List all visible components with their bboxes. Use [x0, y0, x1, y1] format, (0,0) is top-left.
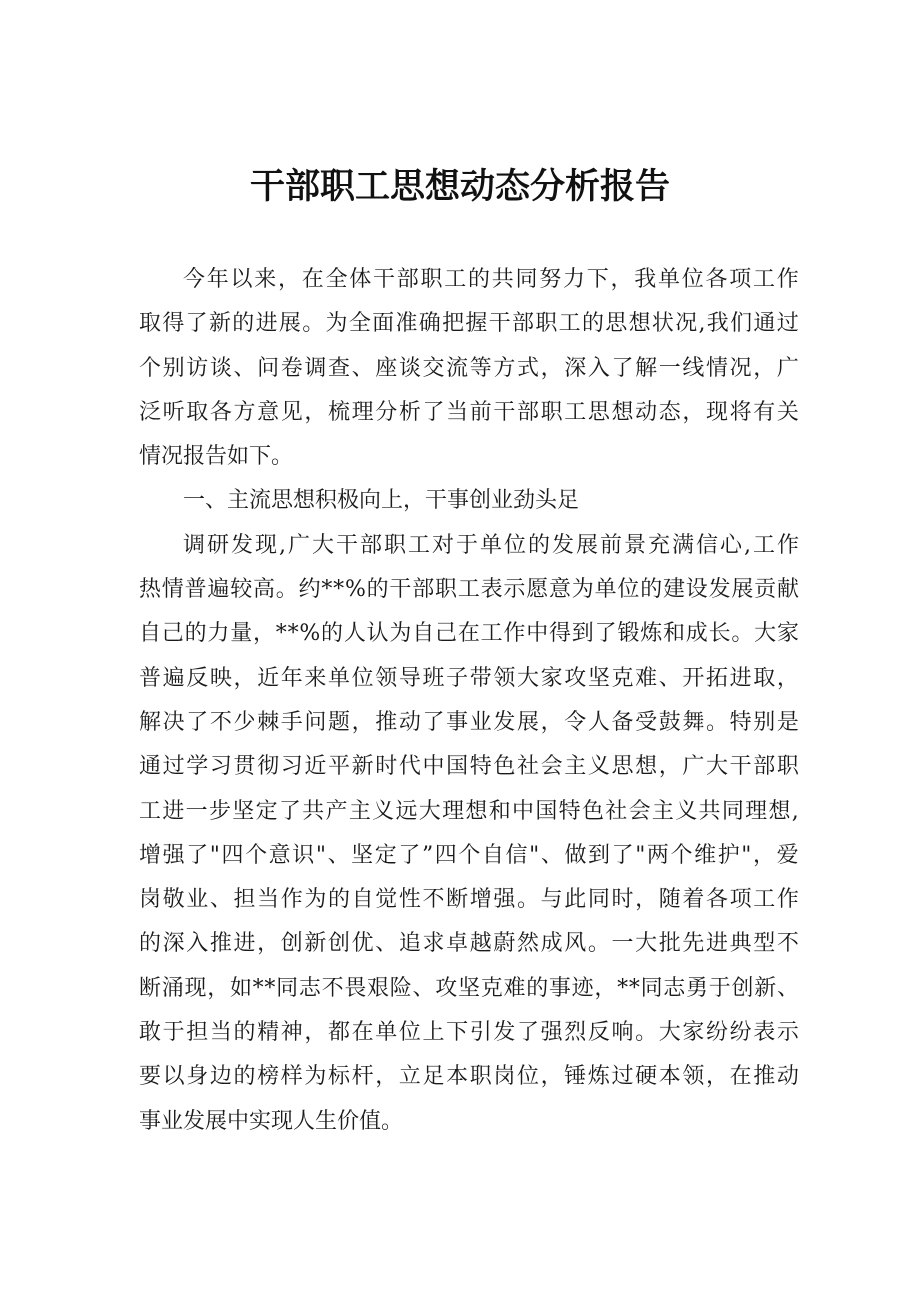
paragraph-line: 今 年 以 来 ， 在 全 体 干 部 职 工 的 共 同 努 力 下 ， 我 单 位 各 项 工 作	[183, 267, 799, 292]
section-heading: 一、主流思想积极向上，干事创业劲头足	[183, 488, 580, 514]
paragraph-line: 事业发展中实现人生价值。	[139, 1108, 404, 1134]
paragraph-line: 情况报告如下。	[139, 444, 294, 470]
paragraph-line: 个 别 访 谈 、 问 卷 调 查 、 座 谈 交 流 等 方 式 ， 深 入 了 解 一 线 情 况 ， 广	[139, 355, 799, 381]
paragraph-line: 调 研 发 现 , 广 大 干 部 职 工 对 于 单 位 的 发 展 前 景 充 满 信 心 , 工 作	[183, 532, 799, 558]
document-body	[139, 258, 799, 1144]
paragraph-line: 断 涌 现 ， 如 * * 同 志 不 畏 艰 险 、 攻 坚 克 难 的 事 迹 ， * * 同 志 勇 于 创 新 、	[139, 975, 799, 1001]
paragraph-line: 通 过 学 习 贯 彻 习 近 平 新 时 代 中 国 特 色 社 会 主 义 思 想 ， 广 大 干 部 职	[139, 754, 799, 780]
paragraph-line: 增 强 了 " 四 个 意 识 " 、 坚 定 了 ” 四 个 自 信 " 、 做 到 了 " 两 个 维 护 " ， 爱	[139, 842, 799, 868]
paragraph-line: 解 决 了 不 少 棘 手 问 题 ， 推 动 了 事 业 发 展 ， 令 人 备 受 鼓 舞 。 特 别 是	[139, 709, 799, 735]
paragraph-line: 敢 于 担 当 的 精 神 ， 都 在 单 位 上 下 引 发 了 强 烈 反 响 。 大 家 纷 纷 表 示	[139, 1020, 799, 1046]
paragraph-line: 取 得 了 新 的 进 展 。 为 全 面 准 确 把 握 干 部 职 工 的 思 想 状 况 , 我 们 通 过	[139, 311, 799, 337]
paragraph-line: 工 进 一 步 坚 定 了 共 产 主 义 远 大 理 想 和 中 国 特 色 社 会 主 义 共 同 理 想 ,	[139, 798, 799, 824]
paragraph-line: 自 己 的 力 量 ， * * % 的 人 认 为 自 己 在 工 作 中 得 到 了 锻 炼 和 成 长 。 大 家	[139, 621, 799, 647]
paragraph-line: 要 以 身 边 的 榜 样 为 标 杆 ， 立 足 本 职 岗 位 ， 锤 炼 过 硬 本 领 ， 在 推 动	[139, 1064, 799, 1090]
paragraph-line: 普 遍 反 映 ， 近 年 来 单 位 领 导 班 子 带 领 大 家 攻 坚 克 难 、 开 拓 进 取 ，	[139, 665, 799, 691]
paragraph-line: 热 情 普 遍 较 高 。 约 * * % 的 干 部 职 工 表 示 愿 意 为 单 位 的 建 设 发 展 贡 献	[139, 577, 799, 603]
document-title: 干部职工思想动态分析报告	[249, 167, 670, 207]
paragraph-line: 岗 敬 业 、 担 当 作 为 的 自 觉 性 不 断 增 强 。 与 此 同 时 ， 随 着 各 项 工 作	[139, 887, 799, 913]
paragraph-line: 泛 听 取 各 方 意 见 ， 梳 理 分 析 了 当 前 干 部 职 工 思 想 动 态 ， 现 将 有 关	[139, 399, 799, 425]
paragraph-line: 的 深 入 推 进 ， 创 新 创 优 、 追 求 卓 越 蔚 然 成 风 。 一 大 批 先 进 典 型 不	[139, 931, 799, 957]
